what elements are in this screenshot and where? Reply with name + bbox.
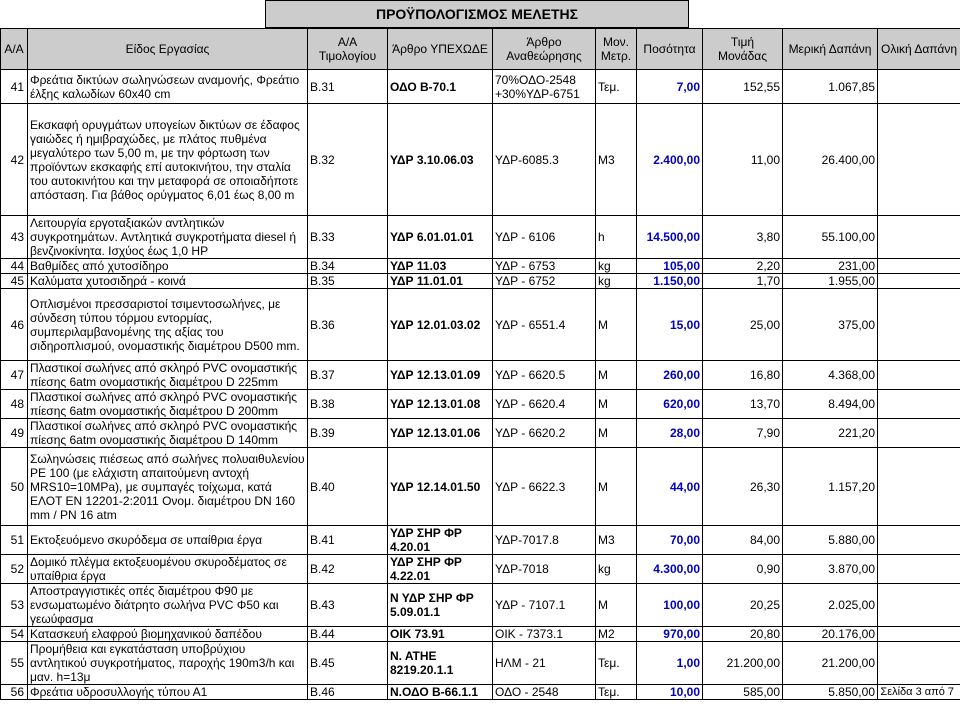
row-revision: ΥΔΡ - 6620.2 bbox=[493, 419, 596, 448]
row-article: Ν.ΟΔΟ Β-66.1.1 bbox=[388, 685, 493, 700]
table-row bbox=[1, 555, 960, 584]
row-revision: ΥΔΡ - 6752 bbox=[493, 274, 596, 289]
row-description: Βαθμίδες από χυτοσίδηρο bbox=[28, 259, 308, 274]
row-price-code: Β.44 bbox=[308, 627, 388, 642]
row-article: ΟΙΚ 73.91 bbox=[388, 627, 493, 642]
row-article: ΥΔΡ ΣΗΡ ΦΡ 4.22.01 bbox=[388, 555, 493, 584]
row-description: Σωληνώσεις πιέσεως από σωλήνες πολυαιθυλενίου PE 100 (με ελάχιστη απαιτούμενη αντοχή MRS10=10MPa), με συμπαγές τοίχωμα, κατά ΕΛΟΤ EN 12201-2:2011 Ονομ. διαμέτρου DN 160 mm / PN 16 atm bbox=[28, 448, 308, 526]
row-total-cost bbox=[878, 104, 960, 216]
row-unit: Μ3 bbox=[596, 104, 637, 216]
row-revision: ΥΔΡ - 6620.4 bbox=[493, 390, 596, 419]
row-partial-cost: 21.200,00 bbox=[783, 642, 878, 685]
row-unit: kg bbox=[596, 555, 637, 584]
row-price-code: Β.33 bbox=[308, 216, 388, 259]
row-revision: ΗΛΜ - 21 bbox=[493, 642, 596, 685]
header-partial-cost: Μερική Δαπάνη bbox=[783, 29, 878, 70]
table-row bbox=[1, 216, 960, 259]
row-quantity: 70,00 bbox=[637, 526, 703, 555]
row-article: ΥΔΡ ΣΗΡ ΦΡ 4.20.01 bbox=[388, 526, 493, 555]
row-price-code: Β.43 bbox=[308, 584, 388, 627]
table-row bbox=[1, 390, 960, 419]
row-partial-cost: 5.850,00 bbox=[783, 685, 878, 700]
row-price-code: Β.35 bbox=[308, 274, 388, 289]
row-quantity: 15,00 bbox=[637, 289, 703, 361]
row-partial-cost: 1.955,00 bbox=[783, 274, 878, 289]
row-description: Καλύματα χυτοσιδηρά - κοινά bbox=[28, 274, 308, 289]
row-unit: Μ bbox=[596, 390, 637, 419]
row-partial-cost: 55.100,00 bbox=[783, 216, 878, 259]
row-description: Φρεάτια υδροσυλλογής τύπου Α1 bbox=[28, 685, 308, 700]
header-price-code: Α/Α Τιμολογίου bbox=[308, 29, 388, 70]
page-number: Σελίδα 3 από 7 bbox=[880, 686, 954, 698]
row-quantity: 100,00 bbox=[637, 584, 703, 627]
row-aa: 47 bbox=[1, 361, 28, 390]
row-unit-price: 7,90 bbox=[703, 419, 783, 448]
row-total-cost bbox=[878, 216, 960, 259]
row-article: ΥΔΡ 12.14.01.50 bbox=[388, 448, 493, 526]
row-partial-cost: 231,00 bbox=[783, 259, 878, 274]
row-aa: 51 bbox=[1, 526, 28, 555]
row-partial-cost: 1.157,20 bbox=[783, 448, 878, 526]
row-unit-price: 21.200,00 bbox=[703, 642, 783, 685]
row-revision: 70%ΟΔΟ-2548 +30%ΥΔΡ-6751 bbox=[493, 70, 596, 104]
row-quantity: 1,00 bbox=[637, 642, 703, 685]
row-unit-price: 585,00 bbox=[703, 685, 783, 700]
row-unit-price: 1,70 bbox=[703, 274, 783, 289]
header-revision: Άρθρο Αναθεώρησης bbox=[493, 29, 596, 70]
table-row bbox=[1, 361, 960, 390]
row-total-cost bbox=[878, 526, 960, 555]
row-unit: kg bbox=[596, 274, 637, 289]
row-aa: 43 bbox=[1, 216, 28, 259]
table-row bbox=[1, 448, 960, 526]
row-description: Αποστραγγιστικές οπές διαμέτρου Φ90 με ενσωματωμένο διάτρητο σωλήνα PVC Φ50 και γεωύφασμα bbox=[28, 584, 308, 627]
table-row bbox=[1, 289, 960, 361]
row-revision: ΥΔΡ - 6106 bbox=[493, 216, 596, 259]
row-description: Πλαστικοί σωλήνες από σκληρό PVC ονομαστικής πίεσης 6atm ονομαστικής διαμέτρου D 200mm bbox=[28, 390, 308, 419]
row-partial-cost: 2.025,00 bbox=[783, 584, 878, 627]
row-description: Εκτοξευόμενο σκυρόδεμα σε υπαίθρια έργα bbox=[28, 526, 308, 555]
row-total-cost bbox=[878, 584, 960, 627]
row-quantity: 620,00 bbox=[637, 390, 703, 419]
row-article: ΥΔΡ 12.13.01.06 bbox=[388, 419, 493, 448]
header-unit: Μον. Μετρ. bbox=[596, 29, 637, 70]
row-article: Ν. ΑΤΗΕ 8219.20.1.1 bbox=[388, 642, 493, 685]
row-unit: Τεμ. bbox=[596, 685, 637, 700]
row-aa: 45 bbox=[1, 274, 28, 289]
row-partial-cost: 1.067,85 bbox=[783, 70, 878, 104]
row-aa: 54 bbox=[1, 627, 28, 642]
row-article: ΥΔΡ 11.03 bbox=[388, 259, 493, 274]
row-unit: Μ3 bbox=[596, 526, 637, 555]
row-unit: Τεμ. bbox=[596, 642, 637, 685]
row-aa: 49 bbox=[1, 419, 28, 448]
row-article: ΥΔΡ 12.01.03.02 bbox=[388, 289, 493, 361]
row-description: Οπλισμένοι πρεσσαριστοί τσιμεντοσωλήνες, με σύνδεση τύπου τόρμου εντορμίας, συμπεριλαμβανομένης της αξίας του σιδηροπλισμού, ονομαστικής διαμέτρου D500 mm. bbox=[28, 289, 308, 361]
row-unit-price: 20,80 bbox=[703, 627, 783, 642]
row-partial-cost: 5.880,00 bbox=[783, 526, 878, 555]
document-title: ΠΡΟΫΠΟΛΟΓΙΣΜΟΣ ΜΕΛΕΤΗΣ bbox=[265, 0, 689, 28]
row-revision: ΥΔΡ - 6622.3 bbox=[493, 448, 596, 526]
row-price-code: Β.38 bbox=[308, 390, 388, 419]
row-description: Εκσκαφή ορυγμάτων υπογείων δικτύων σε έδαφος γαιώδες ή ημιβραχώδες, με πλάτος πυθμένα μεγαλύτερο των 5,00 m, με την φόρτωση των προϊόντων εκσκαφής επί αυτοκινήτου, την σταλία του αυτοκινήτου και την μεταφορά σε οποιαδήποτε απόσταση. Για βάθος ορύγματος 6,01 έως 8,00 m bbox=[28, 104, 308, 216]
row-description: Δομικό πλέγμα εκτοξευομένου σκυροδέματος σε υπαίθρια έργα bbox=[28, 555, 308, 584]
row-unit-price: 152,55 bbox=[703, 70, 783, 104]
row-quantity: 105,00 bbox=[637, 259, 703, 274]
table-row bbox=[1, 259, 960, 274]
row-aa: 41 bbox=[1, 70, 28, 104]
header-row bbox=[1, 29, 960, 70]
row-unit: Μ bbox=[596, 361, 637, 390]
header-total-cost: Ολική Δαπάνη bbox=[878, 29, 960, 70]
row-quantity: 4.300,00 bbox=[637, 555, 703, 584]
row-total-cost bbox=[878, 627, 960, 642]
row-price-code: Β.32 bbox=[308, 104, 388, 216]
table-body bbox=[1, 70, 960, 700]
row-unit: Μ bbox=[596, 584, 637, 627]
row-revision: ΥΔΡ - 6620.5 bbox=[493, 361, 596, 390]
header-article: Άρθρο ΥΠΕΧΩΔΕ bbox=[388, 29, 493, 70]
row-total-cost bbox=[878, 274, 960, 289]
row-unit-price: 11,00 bbox=[703, 104, 783, 216]
row-revision: ΥΔΡ - 7107.1 bbox=[493, 584, 596, 627]
row-aa: 46 bbox=[1, 289, 28, 361]
row-revision: ΥΔΡ - 6551.4 bbox=[493, 289, 596, 361]
row-quantity: 2.400,00 bbox=[637, 104, 703, 216]
row-aa: 48 bbox=[1, 390, 28, 419]
row-description: Φρεάτια δικτύων σωληνώσεων αναμονής, Φρεάτιο έλξης καλωδίων 60x40 cm bbox=[28, 70, 308, 104]
row-unit-price: 2,20 bbox=[703, 259, 783, 274]
row-article: ΥΔΡ 3.10.06.03 bbox=[388, 104, 493, 216]
header-type: Είδος Εργασίας bbox=[28, 29, 308, 70]
row-unit: Μ bbox=[596, 289, 637, 361]
row-article: Ν ΥΔΡ ΣΗΡ ΦΡ 5.09.01.1 bbox=[388, 584, 493, 627]
row-article: ΥΔΡ 12.13.01.08 bbox=[388, 390, 493, 419]
row-revision: ΥΔΡ - 6753 bbox=[493, 259, 596, 274]
table-row bbox=[1, 274, 960, 289]
row-quantity: 10,00 bbox=[637, 685, 703, 700]
row-description: Λειτουργία εργοταξιακών αντλητικών συγκροτημάτων. Αντλητικά συγκροτήματα diesel ή βενζινοκίνητα. Ισχύος έως 1,0 HP bbox=[28, 216, 308, 259]
table-row bbox=[1, 419, 960, 448]
row-revision: ΟΔΟ - 2548 bbox=[493, 685, 596, 700]
row-unit: h bbox=[596, 216, 637, 259]
header-unit-price: Τιμή Μονάδας bbox=[703, 29, 783, 70]
row-price-code: Β.34 bbox=[308, 259, 388, 274]
row-aa: 56 bbox=[1, 685, 28, 700]
row-quantity: 44,00 bbox=[637, 448, 703, 526]
row-price-code: Β.31 bbox=[308, 70, 388, 104]
table-row bbox=[1, 70, 960, 104]
row-unit-price: 0,90 bbox=[703, 555, 783, 584]
row-total-cost bbox=[878, 361, 960, 390]
row-total-cost bbox=[878, 289, 960, 361]
row-article: ΥΔΡ 12.13.01.09 bbox=[388, 361, 493, 390]
row-quantity: 7,00 bbox=[637, 70, 703, 104]
row-quantity: 14.500,00 bbox=[637, 216, 703, 259]
row-unit: Μ bbox=[596, 448, 637, 526]
row-unit-price: 20,25 bbox=[703, 584, 783, 627]
row-quantity: 260,00 bbox=[637, 361, 703, 390]
row-unit: kg bbox=[596, 259, 637, 274]
row-price-code: Β.39 bbox=[308, 419, 388, 448]
row-aa: 42 bbox=[1, 104, 28, 216]
row-partial-cost: 8.494,00 bbox=[783, 390, 878, 419]
row-unit: Μ bbox=[596, 419, 637, 448]
header-quantity: Ποσότητα bbox=[637, 29, 703, 70]
row-total-cost bbox=[878, 419, 960, 448]
row-quantity: 28,00 bbox=[637, 419, 703, 448]
row-aa: 53 bbox=[1, 584, 28, 627]
row-price-code: Β.42 bbox=[308, 555, 388, 584]
budget-table bbox=[0, 28, 960, 700]
row-article: ΟΔΟ Β-70.1 bbox=[388, 70, 493, 104]
row-total-cost bbox=[878, 642, 960, 685]
table-row bbox=[1, 685, 960, 700]
row-aa: 55 bbox=[1, 642, 28, 685]
row-unit: Τεμ. bbox=[596, 70, 637, 104]
table-row bbox=[1, 584, 960, 627]
row-quantity: 1.150,00 bbox=[637, 274, 703, 289]
row-unit: Μ2 bbox=[596, 627, 637, 642]
row-unit-price: 26,30 bbox=[703, 448, 783, 526]
row-price-code: Β.41 bbox=[308, 526, 388, 555]
row-price-code: Β.45 bbox=[308, 642, 388, 685]
row-partial-cost: 4.368,00 bbox=[783, 361, 878, 390]
row-unit-price: 13,70 bbox=[703, 390, 783, 419]
table-row bbox=[1, 104, 960, 216]
row-revision: ΥΔΡ-6085.3 bbox=[493, 104, 596, 216]
row-total-cost bbox=[878, 70, 960, 104]
row-price-code: Β.36 bbox=[308, 289, 388, 361]
row-aa: 52 bbox=[1, 555, 28, 584]
row-unit-price: 84,00 bbox=[703, 526, 783, 555]
row-revision: ΥΔΡ-7017.8 bbox=[493, 526, 596, 555]
row-revision: ΟΙΚ - 7373.1 bbox=[493, 627, 596, 642]
row-description: Πλαστικοί σωλήνες από σκληρό PVC ονομαστικής πίεσης 6atm ονομαστικής διαμέτρου D 225mm bbox=[28, 361, 308, 390]
row-description: Κατασκευή ελαφρού βιομηχανικού δαπέδου bbox=[28, 627, 308, 642]
row-article: ΥΔΡ 6.01.01.01 bbox=[388, 216, 493, 259]
row-price-code: Β.46 bbox=[308, 685, 388, 700]
row-quantity: 970,00 bbox=[637, 627, 703, 642]
header-aa: Α/Α bbox=[1, 29, 28, 70]
row-revision: ΥΔΡ-7018 bbox=[493, 555, 596, 584]
row-total-cost bbox=[878, 259, 960, 274]
row-total-cost bbox=[878, 448, 960, 526]
row-partial-cost: 26.400,00 bbox=[783, 104, 878, 216]
row-aa: 50 bbox=[1, 448, 28, 526]
row-unit-price: 3,80 bbox=[703, 216, 783, 259]
row-total-cost bbox=[878, 555, 960, 584]
row-price-code: Β.40 bbox=[308, 448, 388, 526]
row-partial-cost: 221,20 bbox=[783, 419, 878, 448]
row-total-cost bbox=[878, 390, 960, 419]
row-unit-price: 25,00 bbox=[703, 289, 783, 361]
row-unit-price: 16,80 bbox=[703, 361, 783, 390]
table-row bbox=[1, 526, 960, 555]
row-partial-cost: 20.176,00 bbox=[783, 627, 878, 642]
row-aa: 44 bbox=[1, 259, 28, 274]
row-description: Πλαστικοί σωλήνες από σκληρό PVC ονομαστικής πίεσης 6atm ονομαστικής διαμέτρου D 140mm bbox=[28, 419, 308, 448]
table-row bbox=[1, 642, 960, 685]
row-partial-cost: 3.870,00 bbox=[783, 555, 878, 584]
row-description: Προμήθεια και εγκατάσταση υποβρύχιου αντλητικού συγκροτήματος, παροχής 190m3/h και μαν. h=13μ bbox=[28, 642, 308, 685]
row-price-code: Β.37 bbox=[308, 361, 388, 390]
table-row bbox=[1, 627, 960, 642]
row-article: ΥΔΡ 11.01.01 bbox=[388, 274, 493, 289]
row-partial-cost: 375,00 bbox=[783, 289, 878, 361]
